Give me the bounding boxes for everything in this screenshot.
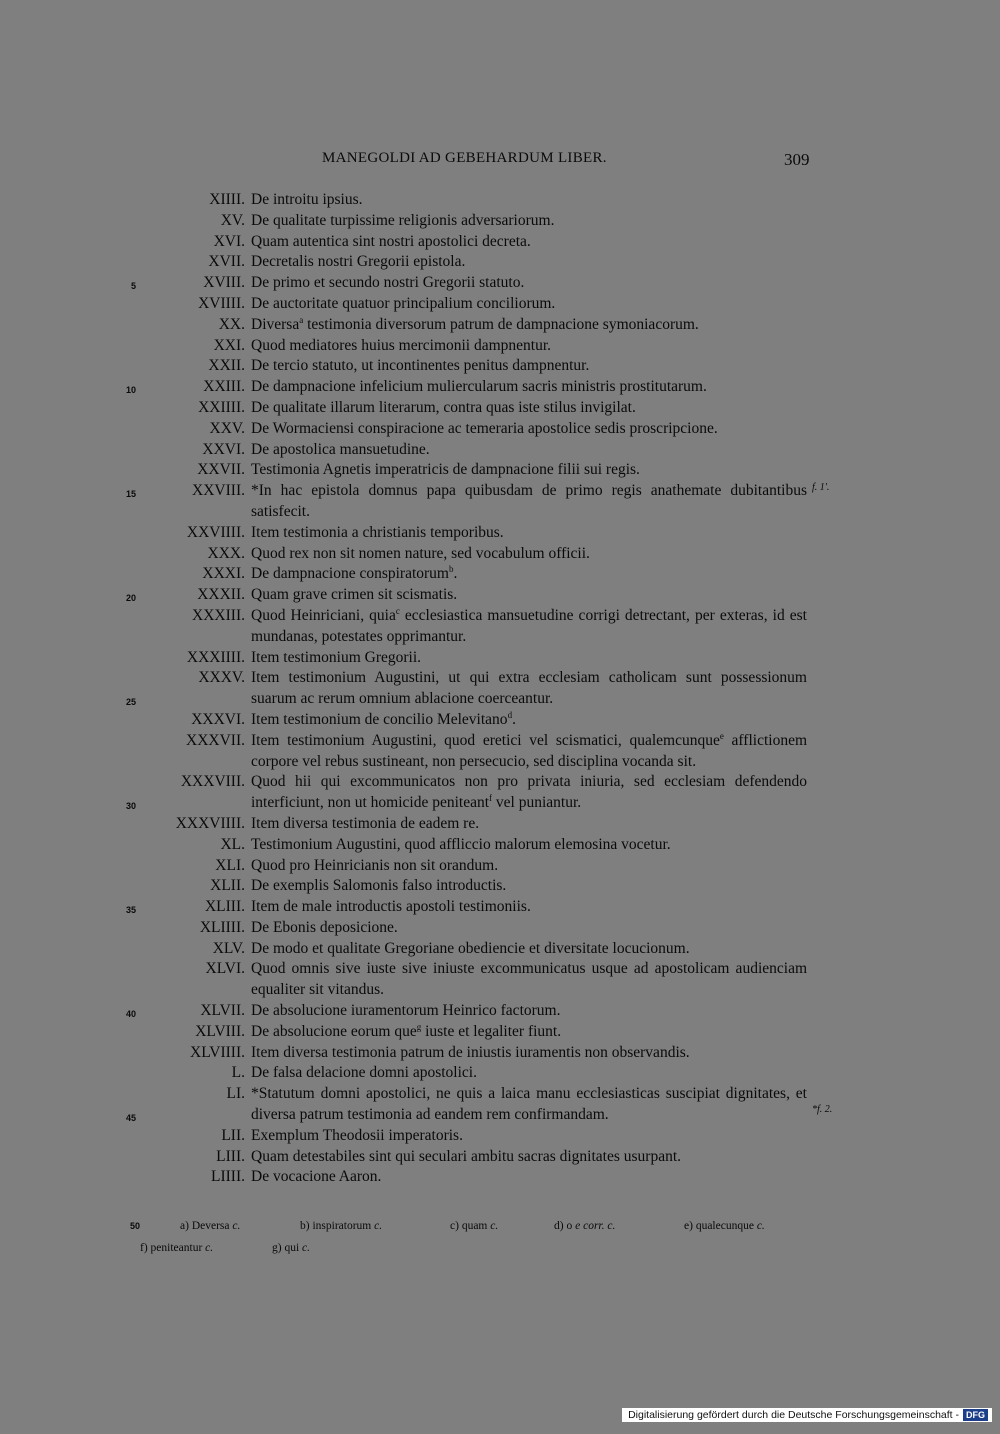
chapter-entry xyxy=(0,939,1000,960)
chapter-number: XXVIII. xyxy=(192,482,245,500)
chapter-title: Item de male introductis apostoli testimoniis. xyxy=(251,898,531,916)
chapter-title: Quod hii qui excommunicatos non pro privata iniuria, sed ecclesiam defendendo interficiunt, non ut homicide peniteant$^f$ vel puniantur. xyxy=(251,773,807,812)
chapter-title: De qualitate illarum literarum, contra quas iste stilus invigilat. xyxy=(251,398,636,416)
chapter-entry xyxy=(0,232,1000,253)
chapter-title: Quod omnis sive iuste sive iniuste excommunicatus usque ad apostolicam audienciam equaliter sit vitandus. xyxy=(251,960,807,999)
chapter-number: XXIIII. xyxy=(198,398,245,416)
line-number: 45 xyxy=(126,1113,137,1123)
footnote-reference: f xyxy=(489,792,493,803)
chapter-title: De absolucione eorum que$^g$ iuste et legaliter fiunt. xyxy=(251,1021,562,1040)
chapter-number: XXII. xyxy=(208,357,245,375)
chapter-title: De modo et qualitate Gregoriane obediencie et diversitate locucionum. xyxy=(251,939,690,957)
chapter-entry xyxy=(0,190,1000,211)
chapter-title: Decretalis nostri Gregorii epistola. xyxy=(251,253,466,271)
chapter-title: Quod mediatores huius mercimonii dampnentur. xyxy=(251,336,552,354)
footnote-reference: c xyxy=(395,605,400,616)
page-number: 309 xyxy=(784,150,810,169)
margin-note: f. 1'. xyxy=(812,482,830,493)
chapter-number: XLVIIII. xyxy=(190,1043,245,1061)
chapter-number: XXXV. xyxy=(198,669,245,687)
chapter-entry xyxy=(0,294,1000,315)
chapter-number: XXI. xyxy=(213,336,245,354)
footnote: b) inspiratorum c. xyxy=(300,1220,383,1232)
chapter-number: XXXVIII. xyxy=(180,773,245,791)
chapter-entry xyxy=(0,252,1000,273)
chapter-number: XLIIII. xyxy=(199,918,245,936)
chapter-number: XLII. xyxy=(210,877,245,895)
chapter-title: Quam autentica sint nostri apostolici decreta. xyxy=(251,232,531,250)
chapter-number: XLVII. xyxy=(200,1002,245,1020)
chapter-entry xyxy=(0,1063,1000,1084)
chapter-number: XXXII. xyxy=(197,586,245,604)
chapter-number: XX. xyxy=(218,315,245,333)
chapter-number: XXXIIII. xyxy=(186,648,245,666)
dfg-logo: DFG xyxy=(963,1409,988,1421)
chapter-entry xyxy=(0,1147,1000,1168)
footnotes xyxy=(130,1215,820,1259)
chapter-title: Item testimonium de concilio Melevitano$^d$. xyxy=(251,709,516,728)
chapter-entry xyxy=(0,648,1000,669)
line-number: 10 xyxy=(126,385,137,395)
chapter-number: LII. xyxy=(221,1126,245,1144)
chapter-title: De introitu ipsius. xyxy=(251,191,363,208)
line-number: 40 xyxy=(126,1009,137,1019)
chapter-entry xyxy=(0,419,1000,440)
chapter-entry xyxy=(0,315,1000,336)
chapter-entry xyxy=(0,336,1000,357)
footnote-reference: d xyxy=(507,709,513,720)
footnote-reference: b xyxy=(449,564,454,575)
chapter-title: Quod Heinriciani, quia$^c$ ecclesiastica mansuetudine corrigi detrectant, per exteras, id est mundanas, potestates opprimantur. xyxy=(251,605,807,645)
chapter-title: De vocacione Aaron. xyxy=(251,1168,382,1186)
chapter-number: LIII. xyxy=(216,1147,245,1165)
chapter-number: XXXI. xyxy=(202,565,245,583)
chapter-title: De dampnacione infelicium muliercularum sacris ministris prostitutarum. xyxy=(251,378,707,396)
chapter-number: XIIII. xyxy=(209,191,245,208)
footnote: f) peniteantur c. xyxy=(140,1242,214,1254)
chapter-number: XVIIII. xyxy=(198,294,245,312)
chapter-number: XL. xyxy=(220,835,245,853)
chapter-number: L. xyxy=(231,1064,245,1082)
footnote: a) Deversa c. xyxy=(180,1220,241,1232)
chapter-number: XV. xyxy=(220,211,245,229)
chapter-entry xyxy=(0,1022,1000,1043)
chapter-number: XLIII. xyxy=(204,898,245,916)
footnote-reference: g xyxy=(416,1021,422,1032)
chapter-title: De primo et secundo nostri Gregorii statuto. xyxy=(251,274,525,292)
chapter-entry xyxy=(0,523,1000,544)
chapter-title: De Ebonis deposicione. xyxy=(251,918,398,936)
chapter-entry xyxy=(0,211,1000,232)
chapter-entry xyxy=(0,398,1000,419)
line-number: 15 xyxy=(126,489,137,499)
chapter-entry xyxy=(0,1167,1000,1188)
chapter-entry xyxy=(0,1043,1000,1064)
chapter-title: Item testimonium Augustini, ut qui extra ecclesiam catholicam sunt possessionum suarum ac rerum omnium ablacione coerceantur. xyxy=(251,669,807,708)
chapter-entry xyxy=(0,460,1000,481)
chapter-title: Diversa$^a$ testimonia diversorum patrum de dampnacione symoniacorum. xyxy=(251,314,699,333)
chapter-title: De falsa delacione domni apostolici. xyxy=(251,1064,477,1082)
chapter-entry xyxy=(0,710,1000,731)
chapter-entry xyxy=(0,772,1000,814)
chapter-title: De dampnacione conspiratorum$^b$. xyxy=(251,564,458,583)
chapter-title: Item testimonium Gregorii. xyxy=(251,648,422,666)
chapter-title: Quod pro Heinricianis non sit orandum. xyxy=(251,856,499,874)
chapter-number: XXXVI. xyxy=(191,710,245,728)
chapter-entry xyxy=(0,959,1000,1001)
chapter-number: XXXVIIII. xyxy=(175,814,245,832)
chapter-entry xyxy=(0,377,1000,398)
credit-text: Digitalisierung gefördert durch die Deutsche Forschungsgemeinschaft - xyxy=(628,1409,959,1421)
line-number: 35 xyxy=(126,905,137,915)
line-number: 30 xyxy=(126,801,137,811)
chapter-title: Testimonium Augustini, quod affliccio malorum elemosina vocetur. xyxy=(251,835,671,853)
chapter-title: Item testimonium Augustini, quod eretici vel scismatici, qualemcunque$^e$ afflictionem corpore vel rebus sustineant, non persecucio, sed disciplina vocanda sit. xyxy=(251,730,808,770)
chapter-title: *Statutum domni apostolici, ne quis a laica manu ecclesiasticas suscipiat dignitates, et diversa patrum testimonia ad eandem rem confirmandam. xyxy=(251,1085,807,1124)
chapter-number: XXIII. xyxy=(203,378,245,396)
chapter-number: XVI. xyxy=(213,232,245,250)
chapter-entry xyxy=(0,835,1000,856)
chapter-title: Item diversa testimonia de eadem re. xyxy=(251,814,480,832)
chapter-number: XXX. xyxy=(207,544,245,562)
chapter-number: XXXIII. xyxy=(192,606,245,624)
chapter-entry xyxy=(0,918,1000,939)
chapter-title: De exemplis Salomonis falso introductis. xyxy=(251,877,507,895)
chapter-entry xyxy=(0,273,1000,294)
digitization-credit xyxy=(622,1408,992,1422)
margin-note: *f. 2. xyxy=(812,1104,833,1115)
chapter-number: XXV. xyxy=(209,419,245,437)
line-number: 5 xyxy=(131,281,137,291)
footnote: c) quam c. xyxy=(450,1220,499,1232)
chapter-title: Item testimonia a christianis temporibus. xyxy=(251,523,504,541)
chapter-entry xyxy=(0,1084,1000,1126)
chapter-number: XLV. xyxy=(212,939,245,957)
footnote-reference: e xyxy=(719,730,724,741)
chapter-title: Testimonia Agnetis imperatricis de dampnacione filii sui regis. xyxy=(251,461,640,479)
chapter-entry xyxy=(0,876,1000,897)
chapter-number: XXVI. xyxy=(202,440,245,458)
chapter-entry xyxy=(0,856,1000,877)
chapter-title: De auctoritate quatuor principalium conciliorum. xyxy=(251,294,556,312)
chapter-number: XXVIIII. xyxy=(186,523,245,541)
chapter-number: XLVI. xyxy=(205,960,245,978)
chapter-entry xyxy=(0,481,1000,523)
chapter-number: LIIII. xyxy=(211,1168,245,1186)
chapter-number: XVII. xyxy=(208,253,245,271)
chapter-entry xyxy=(0,668,1000,710)
chapter-number: XVIII. xyxy=(203,274,245,292)
line-number: 25 xyxy=(126,697,137,707)
chapter-title: *In hac epistola domnus papa quibusdam de primo regis anathemate dubitantibus satisfecit. xyxy=(251,482,807,520)
footnote-reference: a xyxy=(299,314,304,325)
chapter-number: XLVIII. xyxy=(195,1022,245,1040)
chapter-number: LI. xyxy=(226,1085,245,1103)
chapter-entry xyxy=(0,544,1000,565)
chapter-title: De tercio statuto, ut incontinentes penitus dampnentur. xyxy=(251,357,590,375)
chapter-entry xyxy=(0,731,1000,773)
chapter-entry xyxy=(0,606,1000,648)
chapter-title: De apostolica mansuetudine. xyxy=(251,440,430,458)
line-number: 50 xyxy=(130,1221,141,1231)
chapter-title: Quam detestabiles sint qui seculari ambitu sacras dignitates usurpant. xyxy=(251,1147,682,1165)
chapter-title: Exemplum Theodosii imperatoris. xyxy=(251,1126,463,1144)
chapter-number: XXVII. xyxy=(197,461,245,479)
chapter-entry xyxy=(0,564,1000,585)
line-number: 20 xyxy=(126,593,137,603)
chapter-entry xyxy=(0,1126,1000,1147)
chapter-title: De Wormaciensi conspiracione ac temeraria apostolice sedis proscripcione. xyxy=(251,419,718,437)
chapter-entry xyxy=(0,440,1000,461)
chapter-title: Item diversa testimonia patrum de iniustis iuramentis non observandis. xyxy=(251,1043,690,1061)
chapter-number: XLI. xyxy=(215,856,245,874)
footnote: d) o e corr. c. xyxy=(554,1220,616,1232)
chapter-title: De absolucione iuramentorum Heinrico factorum. xyxy=(251,1002,561,1020)
running-header-title: MANEGOLDI AD GEBEHARDUM LIBER. xyxy=(322,150,607,166)
chapter-list xyxy=(0,190,1000,1188)
footnote: e) qualecunque c. xyxy=(684,1220,765,1232)
footnote: g) qui c. xyxy=(272,1242,311,1254)
chapter-title: Quod rex non sit nomen nature, sed vocabulum officii. xyxy=(251,544,590,562)
chapter-number: XXXVII. xyxy=(186,731,245,749)
chapter-entry xyxy=(0,897,1000,918)
chapter-entry xyxy=(0,585,1000,606)
chapter-entry xyxy=(0,814,1000,835)
chapter-title: Quam grave crimen sit scismatis. xyxy=(251,586,458,604)
chapter-entry xyxy=(0,1001,1000,1022)
chapter-title: De qualitate turpissime religionis adversariorum. xyxy=(251,211,555,229)
chapter-entry xyxy=(0,356,1000,377)
